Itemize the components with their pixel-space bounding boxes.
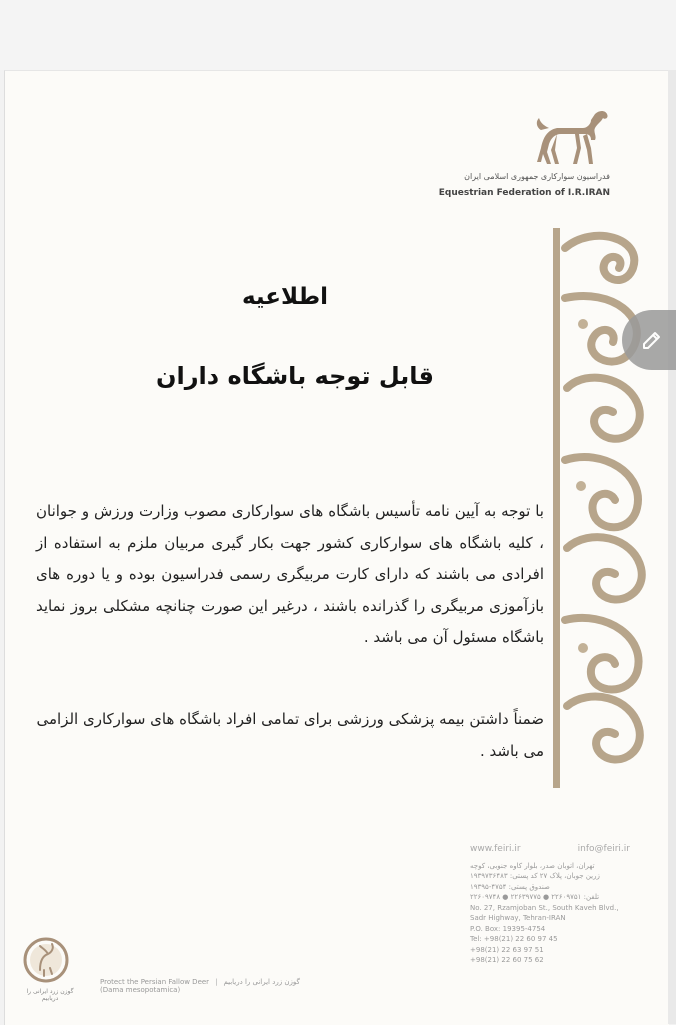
contact-block [470, 844, 630, 966]
address-fa-2: زرین جوبان، پلاک ۲۷ کد پستی: ۱۹۳۹۷۳۶۴۸۳ [470, 872, 600, 880]
federation-logo [438, 108, 650, 208]
tel-1: Tel: +98(21) 22 60 97 45 [470, 935, 558, 943]
notice-paragraph-1 [36, 496, 544, 654]
org-name-fa: فدراسیون سوارکاری جمهوری اسلامی ایران [464, 172, 610, 181]
address-en-1: No. 27, Rzamjoban St., South Kaveh Blvd., [470, 903, 619, 912]
campaign-latin: (Dama mesopotamica) [100, 986, 181, 994]
org-name-en: Equestrian Federation of I.R.IRAN [438, 188, 610, 198]
notice-paragraph-2 [36, 704, 544, 767]
paragraph-1-text: با توجه به آیین نامه تأسیس باشگاه های سوارکاری مصوب وزارت ورزش و جوانان ، کلیه باشگاه های سوارکاری کشور جهت بکار گیری مربیان ملزم به استفاده از افرادی می باشند که دارای کارت مربیگری رسمی فدراسیون بوده و یا دوره های بازآموزی مربیگری را گذرانده باشند ، درغیر این صورت چنانچه مشکلی بروز نماید باشگاه مسئول آن می باشد . [36, 502, 544, 646]
notice-title: اطلاعیه [241, 284, 329, 310]
notice-subtitle: قابل توجه باشگاه داران [156, 362, 434, 390]
pencil-icon [640, 328, 664, 352]
horse-icon [535, 108, 615, 168]
deer-icon [22, 936, 70, 984]
address-en-2: Sadr Highway, Tehran-IRAN [470, 914, 566, 922]
tel-3: +98(21) 22 60 75 62 [470, 956, 544, 964]
website-link[interactable]: www.feiri.ir [470, 844, 521, 854]
page-edge [668, 70, 676, 1024]
campaign-en: Protect the Persian Fallow Deer [100, 978, 210, 986]
campaign-separator: | [215, 978, 218, 986]
phone-fa: تلفن: ۲۲۶۰۹۷۵۱ ● ۲۲۶۳۹۷۷۵ ● ۲۲۶۰۹۷۴۸ [470, 893, 600, 901]
edit-button[interactable] [622, 310, 676, 370]
campaign-row [100, 978, 330, 986]
campaign-fa: گوزن زرد ایرانی را دریابیم [223, 978, 300, 986]
po-box: P.O. Box: 19395-4754 [470, 924, 546, 933]
address-fa-3: صندوق پستی: ۴۷۵۴-۱۹۳۹۵ [470, 882, 550, 891]
web-row [470, 844, 630, 855]
paragraph-2-text: ضمناً داشتن بیمه پزشکی ورزشی برای تمامی افراد باشگاه های سوارکاری الزامی می باشد . [36, 710, 544, 760]
deer-caption: گوزن زرد ایرانی را دریابیم [26, 988, 74, 1002]
top-strip [0, 0, 676, 70]
email-link[interactable]: info@feiri.ir [577, 844, 630, 854]
campaign-block [100, 978, 330, 994]
address-fa-1: تهران، اتوبان صدر، بلوار کاوه جنوبی، کوچه [470, 861, 595, 870]
tel-2: +98(21) 22 63 97 51 [470, 945, 544, 954]
